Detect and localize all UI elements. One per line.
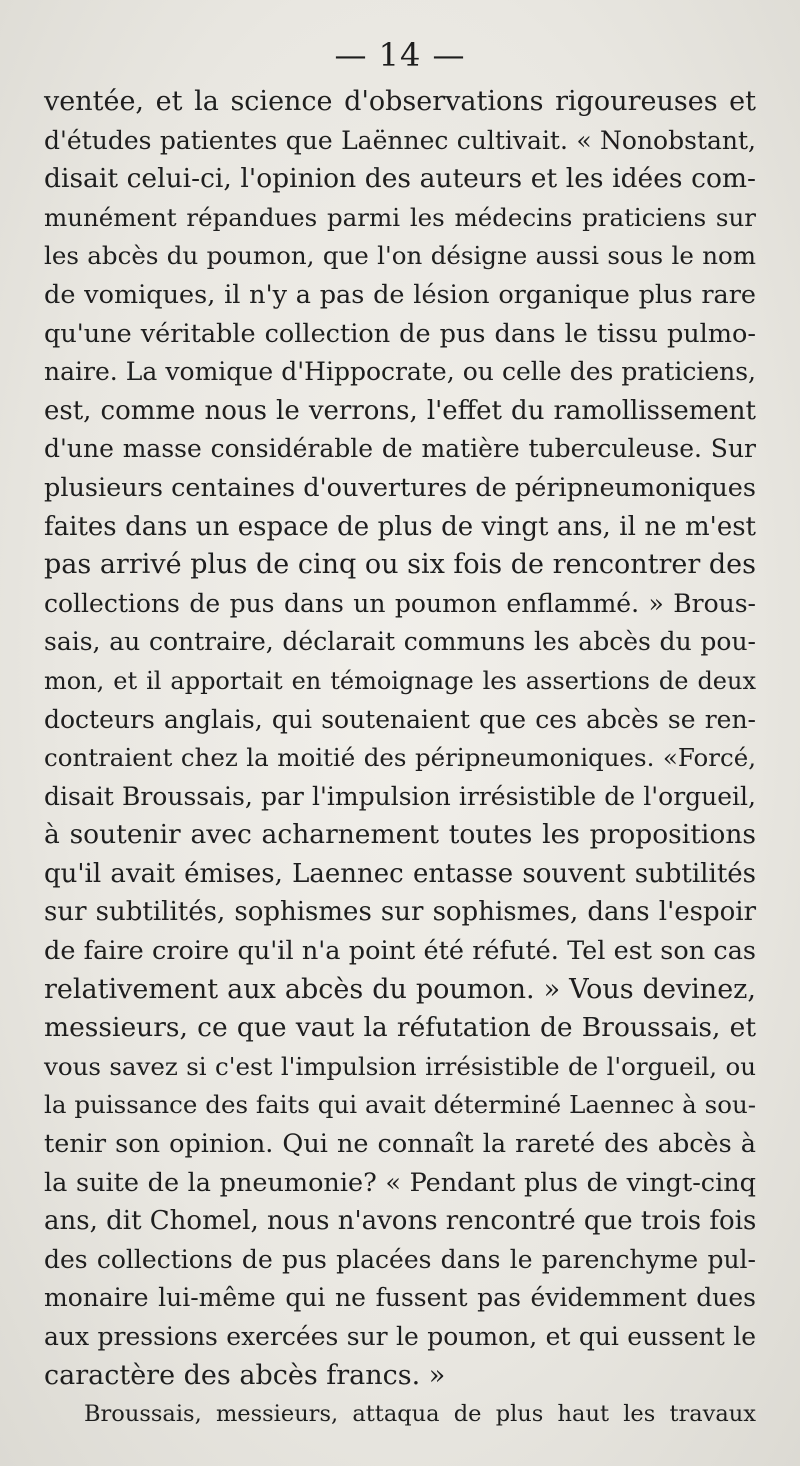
text-line: des collections de pus placées dans le parenchyme pul- (44, 1244, 756, 1274)
text-line: relativement aux abcès du poumon. » Vous devinez, (44, 973, 756, 1005)
text-line: aux pressions exercées sur le poumon, et qui eussent le (44, 1322, 756, 1351)
text-line: naire. La vomique d'Hippocrate, ou celle des praticiens, (44, 357, 756, 387)
text-line: de faire croire qu'il n'a point été réfuté. Tel est son cas (44, 936, 756, 967)
text-line: monaire lui-même qui ne fussent pas évidemment dues (44, 1283, 756, 1313)
text-line: les abcès du poumon, que l'on désigne aussi sous le nom (44, 241, 756, 271)
text-line: mon, et il apportait en témoignage les assertions de deux (44, 666, 756, 695)
text-line: la suite de la pneumonie? « Pendant plus de vingt-cinq (44, 1167, 756, 1198)
text-line: qu'une véritable collection de pus dans le tissu pulmo- (44, 318, 756, 349)
text-line: caractère des abcès francs. » (44, 1359, 446, 1391)
text-line: ans, dit Chomel, nous n'avons rencontré que trois fois (44, 1206, 757, 1237)
text-line: pas arrivé plus de cinq ou six fois de rencontrer des (44, 549, 756, 581)
text-line: Broussais, messieurs, attaqua de plus haut les travaux (84, 1401, 756, 1428)
text-line: collections de pus dans un poumon enflammé. » Brous- (44, 588, 756, 618)
text-line: docteurs anglais, qui soutenaient que ces abcès se ren- (44, 704, 756, 734)
text-line: vous savez si c'est l'impulsion irrésistible de l'orgueil, ou (44, 1051, 756, 1081)
text-line: munément répandues parmi les médecins praticiens sur (44, 202, 756, 232)
page-number: — 14 — (334, 36, 466, 74)
text-line: sur subtilités, sophismes sur sophismes, dans l'espoir (44, 897, 756, 928)
text-line: d'études patientes que Laënnec cultivait. « Nonobstant, (44, 125, 756, 155)
text-line: qu'il avait émises, Laennec entasse souvent subtilités (44, 858, 756, 889)
text-line: sais, au contraire, déclarait communs les abcès du pou- (44, 627, 756, 657)
text-line: à soutenir avec acharnement toutes les propositions (44, 819, 756, 851)
text-line: disait Broussais, par l'impulsion irrésistible de l'orgueil, (44, 781, 756, 811)
body-text (44, 83, 756, 1434)
text-line: messieurs, ce que vaut la réfutation de Broussais, et (44, 1012, 756, 1044)
text-line: est, comme nous le verrons, l'effet du ramollissement (44, 395, 756, 426)
text-line: disait celui-ci, l'opinion des auteurs et les idées com- (44, 163, 756, 195)
text-line: plusieurs centaines d'ouvertures de péripneumoniques (44, 472, 756, 503)
text-line: de vomiques, il n'y a pas de lésion organique plus rare (44, 279, 756, 310)
text-line: tenir son opinion. Qui ne connaît la rareté des abcès à (44, 1129, 756, 1160)
text-line: ventée, et la science d'observations rigoureuses et (44, 86, 756, 117)
text-line: la puissance des faits qui avait déterminé Laennec à sou- (44, 1090, 756, 1120)
text-line: faites dans un espace de plus de vingt ans, il ne m'est (44, 511, 756, 542)
text-line: contraient chez la moitié des péripneumoniques. «Forcé, (44, 743, 756, 773)
text-line: d'une masse considérable de matière tuberculeuse. Sur (44, 434, 756, 464)
